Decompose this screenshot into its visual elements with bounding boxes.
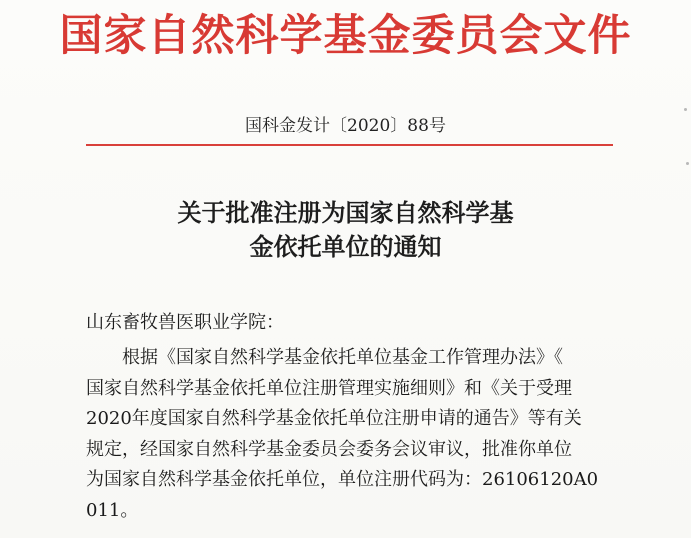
body-line: 规定，经国家自然科学基金委员会委务会议审议，批准你单位 [86,438,572,460]
body-line: 为国家自然科学基金依托单位，单位注册代码为：26106120A0 [86,469,599,490]
body-line: 根据《国家自然科学基金依托单位基金工作管理办法》《 [122,347,563,368]
document-number: 国科金发计〔2020〕88号 [245,116,446,136]
red-divider-rule [86,144,613,146]
recipient-line: 山东畜牧兽医职业学院： [86,312,284,333]
masthead-title: 国家自然科学基金委员会文件 [59,11,632,61]
scan-dust-mark [684,108,687,111]
notice-title-line-1: 关于批准注册为国家自然科学基 [177,199,514,227]
body-line: 2020年度国家自然科学基金依托单位注册申请的通告》等有关 [86,408,582,429]
notice-title-line-2: 金依托单位的通知 [249,233,442,261]
body-line: 011。 [86,499,139,521]
notice-body [86,343,614,526]
notice-title [0,196,691,264]
body-line: 国家自然科学基金依托单位注册管理实施细则》和《关于受理 [86,377,572,399]
scan-dust-mark [686,162,689,165]
